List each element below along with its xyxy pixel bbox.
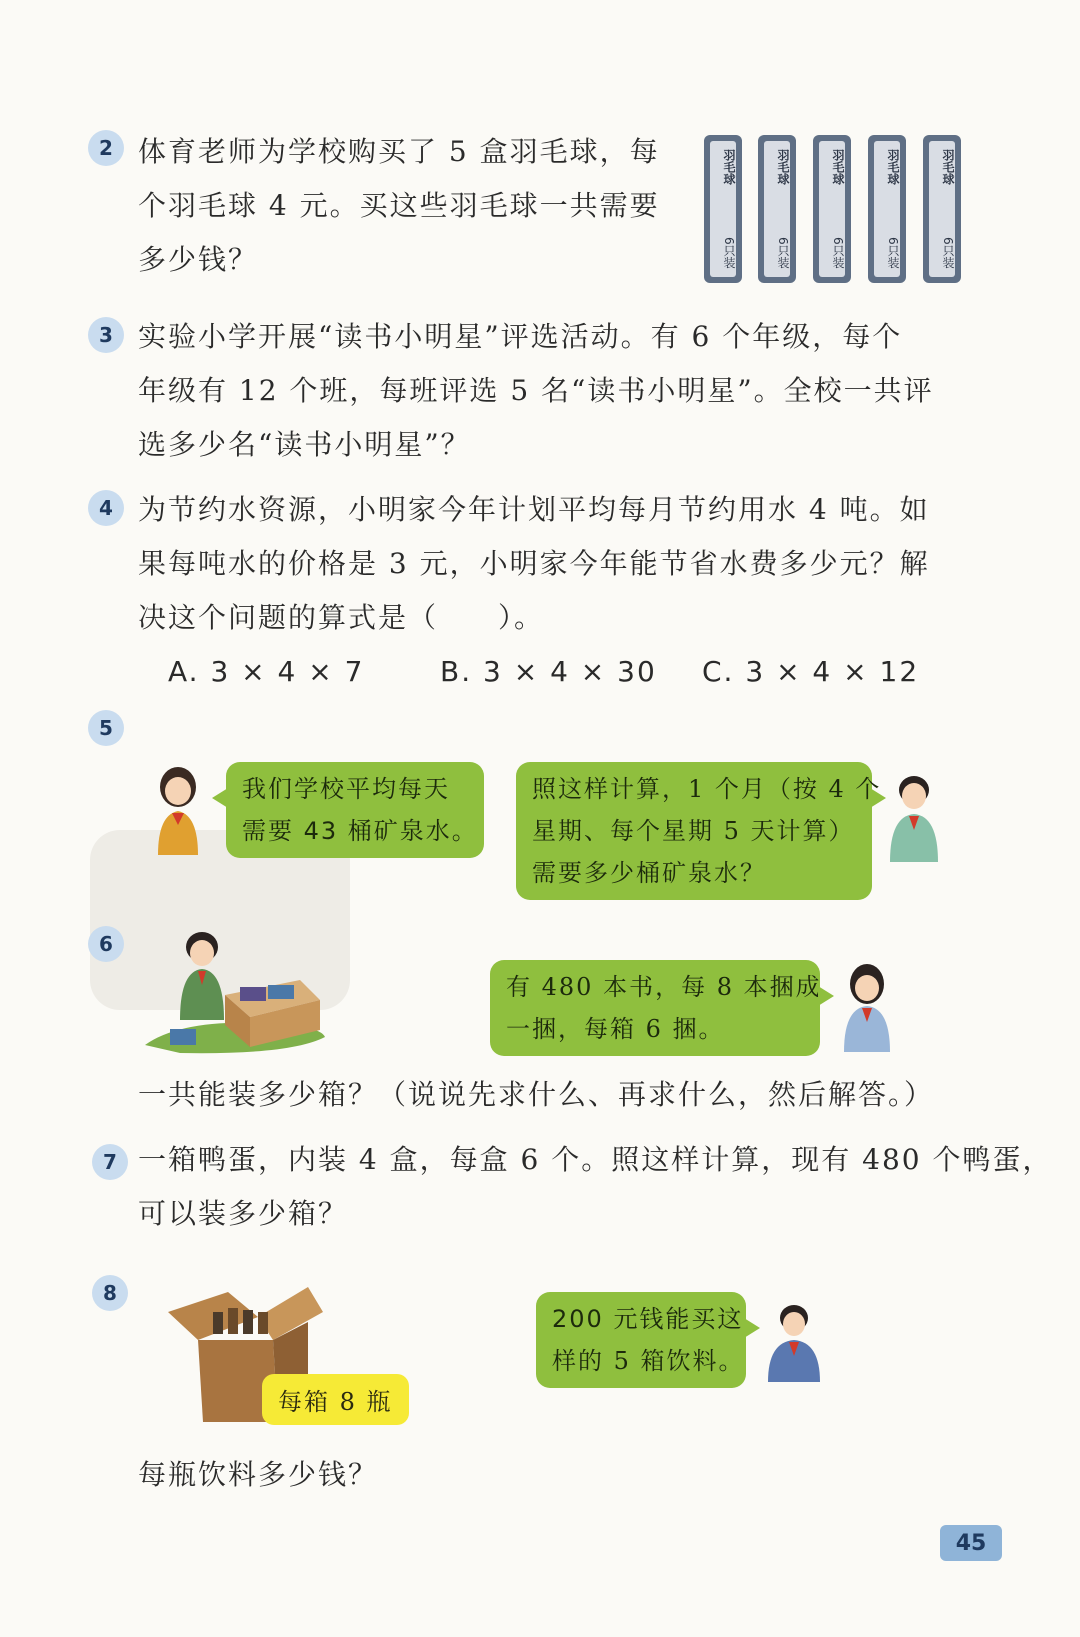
question-7-line-2: 可以装多少箱？ xyxy=(138,1197,349,1230)
shuttlecock-box: 羽毛球 6只装 xyxy=(758,135,796,283)
girl-illustration-2 xyxy=(836,962,898,1052)
option-a: A. 3 × 4 × 7 xyxy=(168,655,365,688)
question-4-line-2: 果每吨水的价格是 3 元，小明家今年能节省水费多少元？解 xyxy=(138,547,930,580)
option-b: B. 3 × 4 × 30 xyxy=(440,655,657,688)
speech-bubble-boy: 照这样计算，1 个月（按 4 个 星期、每个星期 5 天计算） 需要多少桶矿泉水？ xyxy=(516,762,872,900)
question-number-3: 3 xyxy=(88,317,124,353)
question-2-line-3: 多少钱？ xyxy=(138,243,259,276)
question-4-line-3: 决这个问题的算式是（ ）。 xyxy=(138,601,545,634)
question-2-line-1: 体育老师为学校购买了 5 盒羽毛球，每 xyxy=(138,135,660,168)
question-4-line-1: 为节约水资源，小明家今年计划平均每月节约用水 4 吨。如 xyxy=(138,493,930,526)
question-8-text: 每瓶饮料多少钱？ xyxy=(138,1458,379,1491)
question-3-line-1: 实验小学开展“读书小明星”评选活动。有 6 个年级，每个 xyxy=(138,320,903,353)
boy-illustration-2 xyxy=(758,1302,830,1382)
speech-bubble-girl-books: 有 480 本书，每 8 本捆成 一捆，每箱 6 捆。 xyxy=(490,960,820,1056)
shuttlecock-box: 羽毛球 6只装 xyxy=(813,135,851,283)
boy-packing-books-illustration xyxy=(140,925,330,1055)
question-3-line-3: 选多少名“读书小明星”？ xyxy=(138,428,471,461)
question-number-6: 6 xyxy=(88,926,124,962)
question-number-7: 7 xyxy=(92,1144,128,1180)
speech-bubble-boy-drinks: 200 元钱能买这 样的 5 箱饮料。 xyxy=(536,1292,746,1388)
shuttlecock-box: 羽毛球 6只装 xyxy=(704,135,742,283)
question-3-line-2: 年级有 12 个班，每班评选 5 名“读书小明星”。全校一共评 xyxy=(138,374,934,407)
shuttlecock-box: 羽毛球 6只装 xyxy=(923,135,961,283)
question-6-text: 一共能装多少箱？（说说先求什么、再求什么，然后解答。） xyxy=(138,1078,935,1111)
question-2-line-2: 个羽毛球 4 元。买这些羽毛球一共需要 xyxy=(138,189,660,222)
speech-bubble-girl: 我们学校平均每天 需要 43 桶矿泉水。 xyxy=(226,762,484,858)
question-number-4: 4 xyxy=(88,490,124,526)
question-7-line-1: 一箱鸭蛋，内装 4 盒，每盒 6 个。照这样计算，现有 480 个鸭蛋， xyxy=(138,1143,1053,1176)
question-number-2: 2 xyxy=(88,130,124,166)
shuttlecock-box: 羽毛球 6只装 xyxy=(868,135,906,283)
girl-illustration xyxy=(148,765,208,855)
per-box-tag: 每箱 8 瓶 xyxy=(262,1374,409,1425)
boy-illustration xyxy=(882,772,946,862)
question-number-8: 8 xyxy=(92,1275,128,1311)
question-number-5: 5 xyxy=(88,710,124,746)
option-c: C. 3 × 4 × 12 xyxy=(702,655,920,688)
page-number: 45 xyxy=(940,1525,1002,1561)
